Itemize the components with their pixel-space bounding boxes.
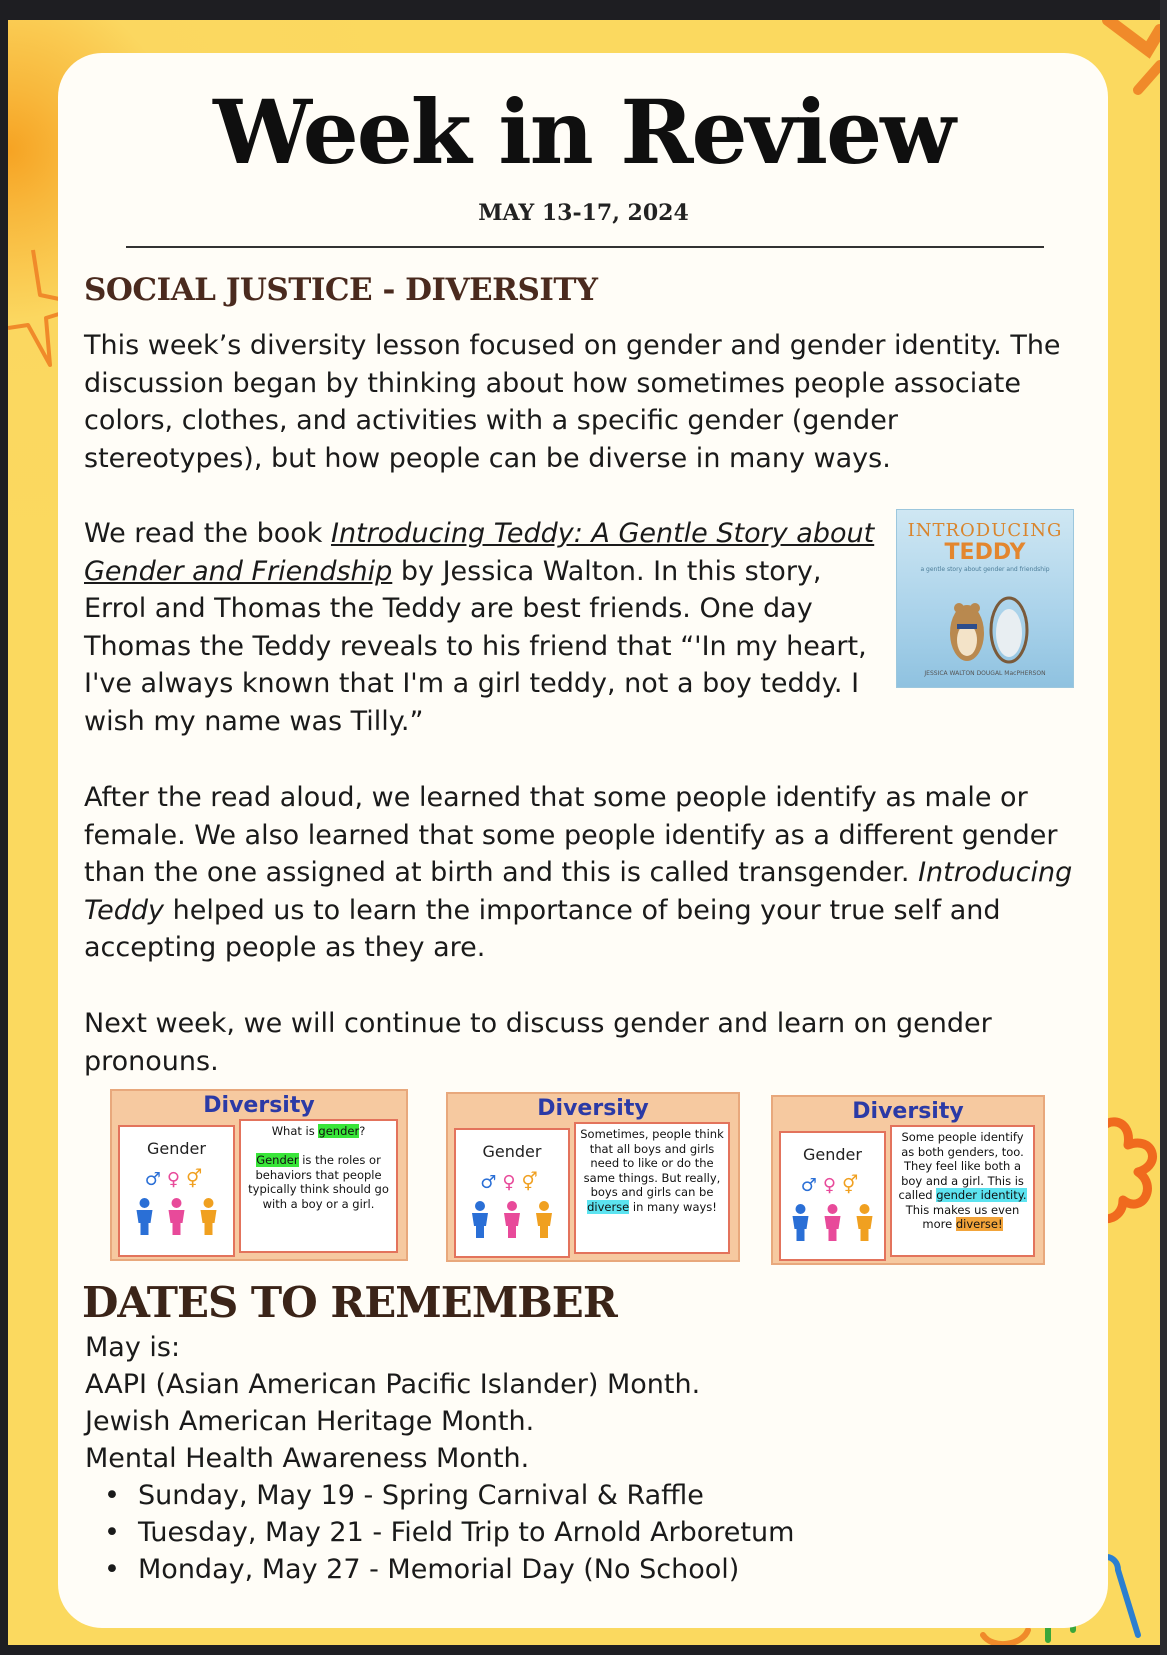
diversity-card	[446, 1092, 740, 1262]
title-divider	[126, 246, 1044, 248]
people-figures-icon	[781, 1203, 884, 1243]
people-figures-icon	[456, 1200, 568, 1240]
gender-symbols-panel	[779, 1131, 886, 1261]
event-item-text: Tuesday, May 21 - Field Trip to Arnold Arboretum	[138, 1517, 795, 1548]
dates-line: AAPI (Asian American Pacific Islander) Month.	[85, 1369, 701, 1400]
paragraph-book-post: by Jessica Walton. In this story, Errol and Thomas the Teddy are best friends. One day Thomas the Teddy reveals to his friend that “'In my heart, I've always known that I'm a girl teddy, not a boy teddy. I wish my name was Tilly.”	[84, 555, 867, 737]
event-item	[104, 1514, 794, 1551]
paragraph-book	[84, 515, 884, 740]
book-cover-authors: JESSICA WALTON DOUGAL MacPHERSON	[924, 670, 1046, 677]
book-title-link[interactable]: Introducing Teddy: A Gentle Story about Gender and Friendship	[84, 518, 875, 587]
dates-line: May is:	[85, 1332, 181, 1363]
page-title: Week in Review	[213, 80, 954, 184]
gender-label: Gender	[482, 1142, 542, 1161]
diversity-card-title: Diversity	[537, 1096, 649, 1121]
gender-label: Gender	[803, 1145, 862, 1164]
diversity-card-title: Diversity	[203, 1093, 315, 1118]
section-heading: SOCIAL JUSTICE - DIVERSITY	[84, 272, 598, 308]
people-figures-icon	[120, 1197, 233, 1237]
screen-edge	[1160, 0, 1167, 1655]
gender-symbols-panel	[118, 1125, 235, 1257]
dates-line: Mental Health Awareness Month.	[85, 1443, 530, 1474]
event-item	[104, 1477, 704, 1514]
gender-symbols-icon: ♂♀⚥	[800, 1175, 865, 1196]
diversity-card	[771, 1095, 1045, 1265]
event-item-text: Monday, May 27 - Memorial Day (No School)	[138, 1554, 740, 1585]
gender-symbols-icon: ♂♀⚥	[480, 1172, 544, 1193]
book-cover-subtitle: a gentle story about gender and friendship	[920, 566, 1050, 573]
diversity-card-text: What is gender? Gender is the roles or behaviors that people typically think should go with a boy or a girl.	[239, 1119, 398, 1253]
date-range: MAY 13-17, 2024	[478, 200, 689, 226]
gender-symbols-panel	[454, 1128, 570, 1258]
paragraph-after-reading-post: helped us to learn the importance of being your true self and accepting people as they are.	[84, 894, 1001, 963]
diversity-card-text: Sometimes, people think that all boys and girls need to like or do the same things. But really, boys and girls can be diverse in many ways!	[574, 1122, 730, 1254]
diversity-card-text: Some people identify as both genders, too. They feel like both a boy and a girl. This is called gender identity. This makes us even more diverse!	[890, 1125, 1035, 1257]
dates-heading: DATES TO REMEMBER	[82, 1278, 617, 1327]
book-cover-title-line2: TEDDY	[944, 540, 1026, 565]
dates-line: Jewish American Heritage Month.	[85, 1406, 535, 1437]
paragraph-lesson-intro: This week’s diversity lesson focused on gender and gender identity. The discussion began by thinking about how sometimes people associate colors, clothes, and activities with a specific gender (gender stereotypes), but how people can be diverse in many ways.	[84, 330, 1061, 474]
diversity-card-title: Diversity	[852, 1099, 964, 1124]
diversity-card	[110, 1089, 408, 1261]
paragraph-book-pre: We read the book	[84, 518, 331, 549]
event-item-text: Sunday, May 19 - Spring Carnival & Raffle	[138, 1480, 704, 1511]
paragraph-next-week: Next week, we will continue to discuss gender and learn on gender pronouns.	[84, 1008, 992, 1077]
gender-label: Gender	[147, 1139, 206, 1158]
paragraph-after-reading	[84, 779, 1074, 967]
book-cover-title-line1: INTRODUCING	[907, 520, 1063, 541]
event-item	[104, 1551, 739, 1588]
book-cover-image	[896, 509, 1074, 688]
book-title-italic: Introducing Teddy	[84, 857, 1073, 926]
teddy-illustration	[937, 578, 1037, 668]
gender-symbols-icon: ♂♀⚥	[144, 1169, 209, 1190]
paragraph-after-reading-pre: After the read aloud, we learned that some people identify as male or female. We also learned that some people identify as a different gender than the one assigned at birth and this is called transgender.	[84, 782, 1058, 888]
